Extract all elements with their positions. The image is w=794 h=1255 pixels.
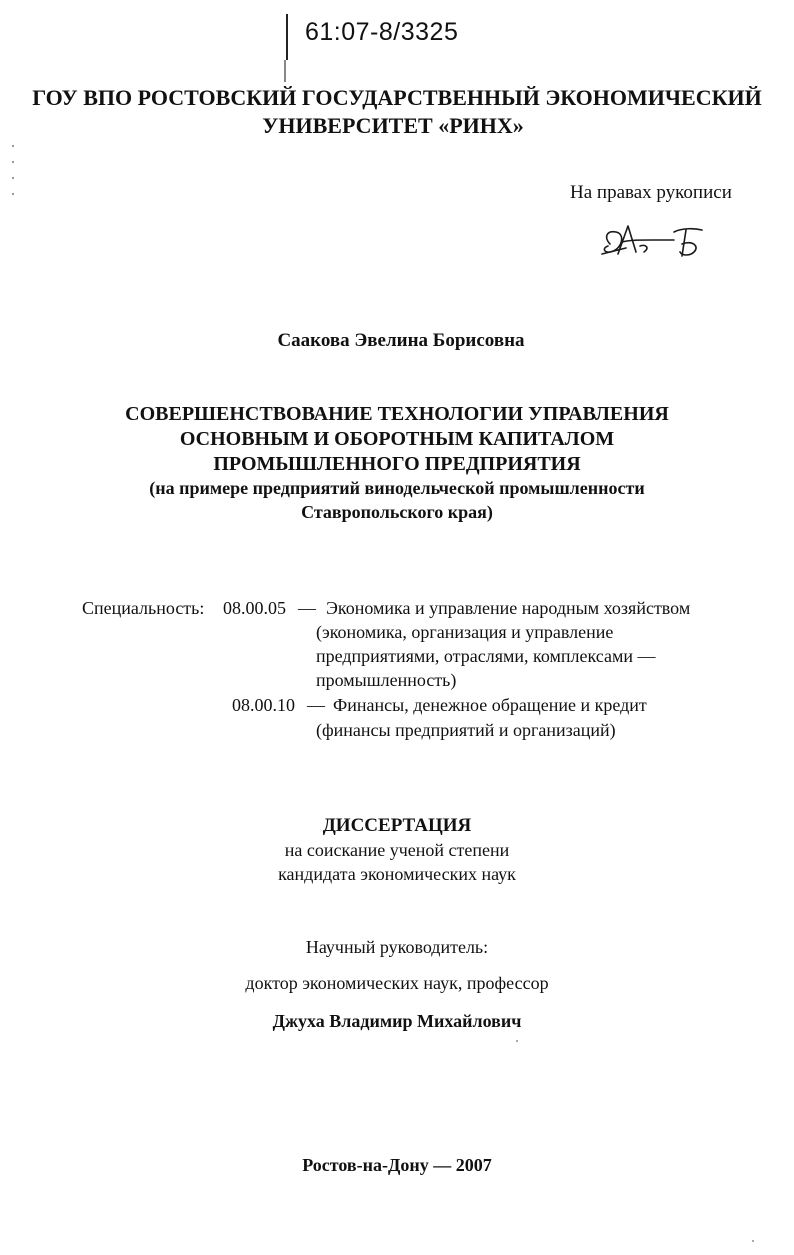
specialty-dash-2: — [307, 695, 325, 715]
dissertation-line-1: на соискание ученой степени [284, 840, 510, 860]
university-line-1: ГОУ ВПО РОСТОВСКИЙ ГОСУДАРСТВЕННЫЙ ЭКОНОМИЧЕСКИЙ [32, 85, 762, 110]
university-line-2: УНИВЕРСИТЕТ «РИНХ» [262, 113, 524, 138]
specialty-dash-1: — [298, 598, 316, 618]
title-subtitle-2: Ставропольского края) [301, 502, 493, 522]
scan-speck [752, 1240, 754, 1242]
manuscript-note: На правах рукописи [570, 182, 732, 203]
margin-scan-dots [12, 145, 14, 209]
supervisor-name: Джуха Владимир Михайлович [272, 1011, 522, 1031]
archive-stamp-code: 61:07-8/3325 [305, 18, 459, 46]
title-line-1: СОВЕРШЕНСТВОВАНИЕ ТЕХНОЛОГИИ УПРАВЛЕНИЯ [125, 403, 669, 425]
specialty-label: Специальность: [82, 598, 205, 618]
supervisor-degree: доктор экономических наук, профессор [245, 973, 549, 993]
specialty-code-2: 08.00.10 [232, 695, 295, 715]
stamp-bar [286, 14, 288, 60]
title-subtitle-1: (на примере предприятий винодельческой промышленности [149, 478, 645, 498]
specialty-2-line-1: Финансы, денежное обращение и кредит [333, 695, 647, 715]
specialty-1-line-2: (экономика, организация и управление [316, 622, 614, 642]
stamp-tick [284, 60, 286, 82]
supervisor-label: Научный руководитель: [305, 937, 489, 957]
specialty-1-line-1: Экономика и управление народным хозяйством [326, 598, 691, 618]
specialty-code-1: 08.00.05 [223, 598, 286, 618]
title-line-3: ПРОМЫШЛЕННОГО ПРЕДПРИЯТИЯ [213, 453, 581, 475]
signature-icon [596, 218, 708, 269]
scan-speck [516, 1040, 518, 1042]
specialty-1-line-3: предприятиями, отраслями, комплексами — [316, 646, 656, 666]
specialty-2-line-2: (финансы предприятий и организаций) [316, 720, 616, 740]
author-name: Саакова Эвелина Борисовна [277, 330, 525, 351]
title-line-2: ОСНОВНЫМ И ОБОРОТНЫМ КАПИТАЛОМ [179, 428, 615, 450]
place-year: Ростов-на-Дону — 2007 [302, 1155, 492, 1175]
dissertation-heading: ДИССЕРТАЦИЯ [322, 815, 472, 836]
specialty-1-line-4: промышленность) [316, 670, 457, 690]
dissertation-line-2: кандидата экономических наук [278, 864, 516, 884]
